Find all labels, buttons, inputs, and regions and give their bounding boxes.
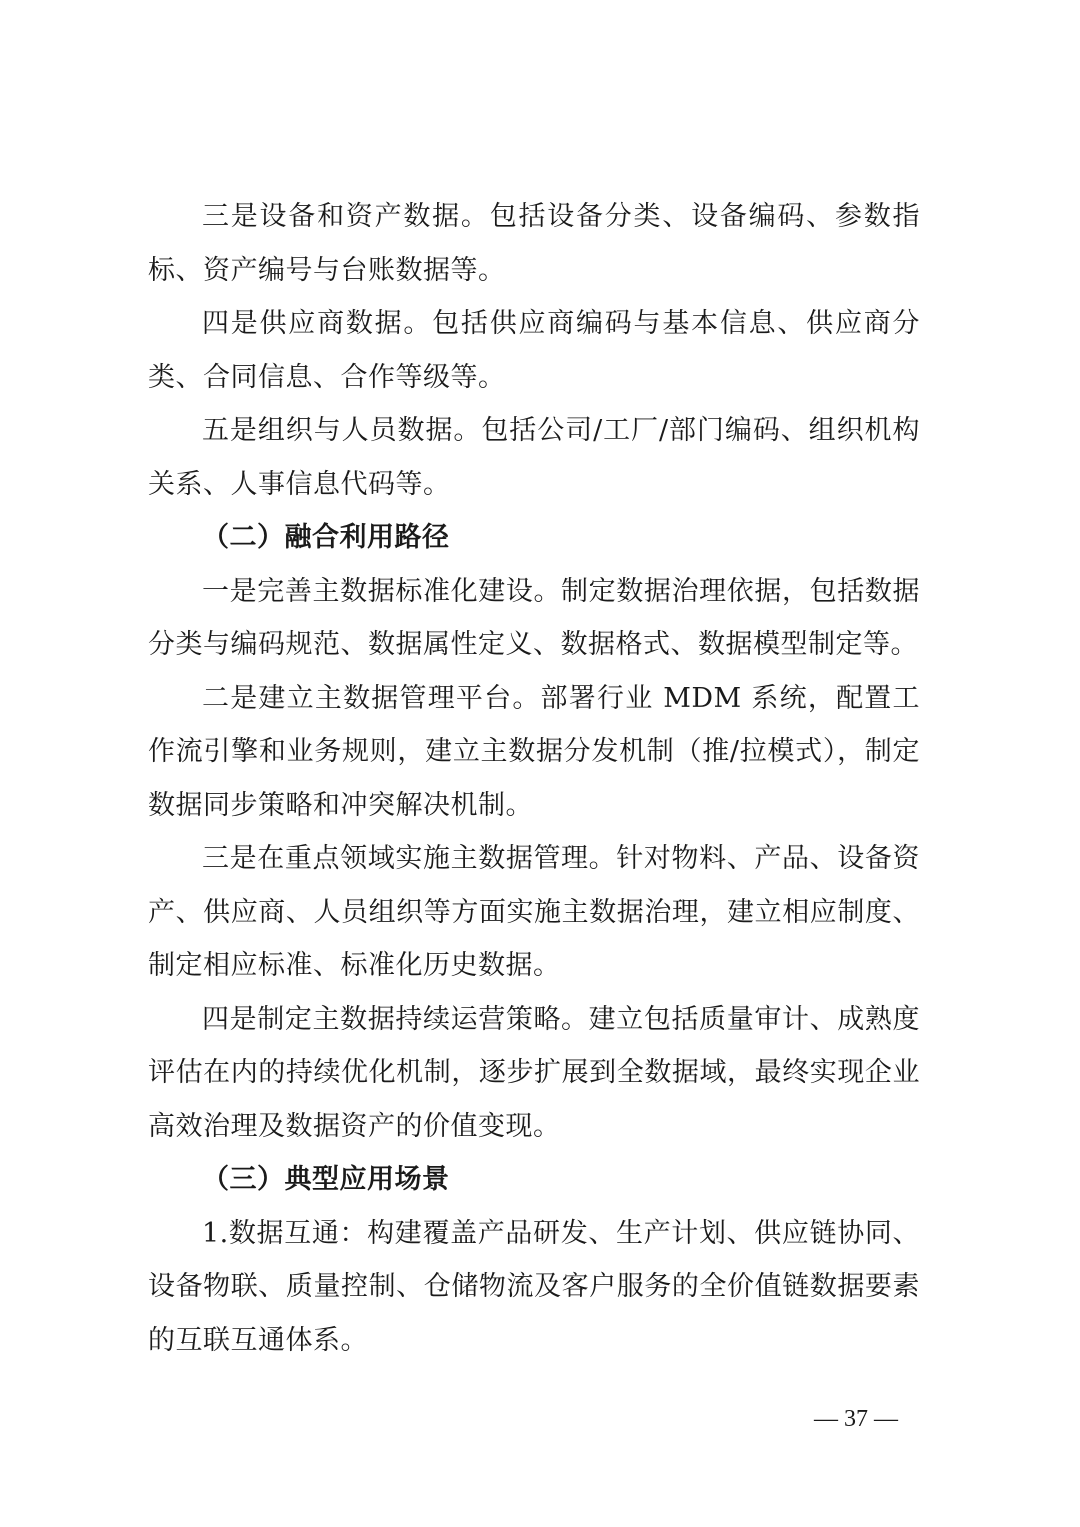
document-body	[148, 190, 920, 1367]
paragraph-equipment-asset-data: 三是设备和资产数据。包括设备分类、设备编码、参数指标、资产编号与台账数据等。	[148, 201, 920, 286]
paragraph-supplier-data: 四是供应商数据。包括供应商编码与基本信息、供应商分类、合同信息、合作等级等。	[148, 308, 920, 393]
paragraph-continuous-operation: 四是制定主数据持续运营策略。建立包括质量审计、成熟度评估在内的持续优化机制，逐步扩展到全数据域，最终实现企业高效治理及数据资产的价值变现。	[148, 1003, 920, 1142]
paragraph-organization-personnel-data: 五是组织与人员数据。包括公司/工厂/部门编码、组织机构关系、人事信息代码等。	[148, 415, 920, 500]
paragraph-standardization: 一是完善主数据标准化建设。制定数据治理依据，包括数据分类与编码规范、数据属性定义、数据格式、数据模型制定等。	[148, 575, 920, 660]
section-heading-typical-scenarios: （三）典型应用场景	[202, 1164, 450, 1195]
page-number: — 37 —	[814, 1406, 898, 1432]
section-heading-integration-path: （二）融合利用路径	[202, 522, 450, 553]
paragraph-key-areas: 三是在重点领域实施主数据管理。针对物料、产品、设备资产、供应商、人员组织等方面实施主数据治理，建立相应制度、制定相应标准、标准化历史数据。	[148, 843, 920, 981]
paragraph-data-interconnection: 1.数据互通：构建覆盖产品研发、生产计划、供应链协同、设备物联、质量控制、仓储物流及客户服务的全价值链数据要素的互联互通体系。	[148, 1217, 920, 1356]
paragraph-mdm-platform: 二是建立主数据管理平台。部署行业 MDM 系统，配置工作流引擎和业务规则，建立主数据分发机制（推/拉模式），制定数据同步策略和冲突解决机制。	[148, 682, 920, 821]
